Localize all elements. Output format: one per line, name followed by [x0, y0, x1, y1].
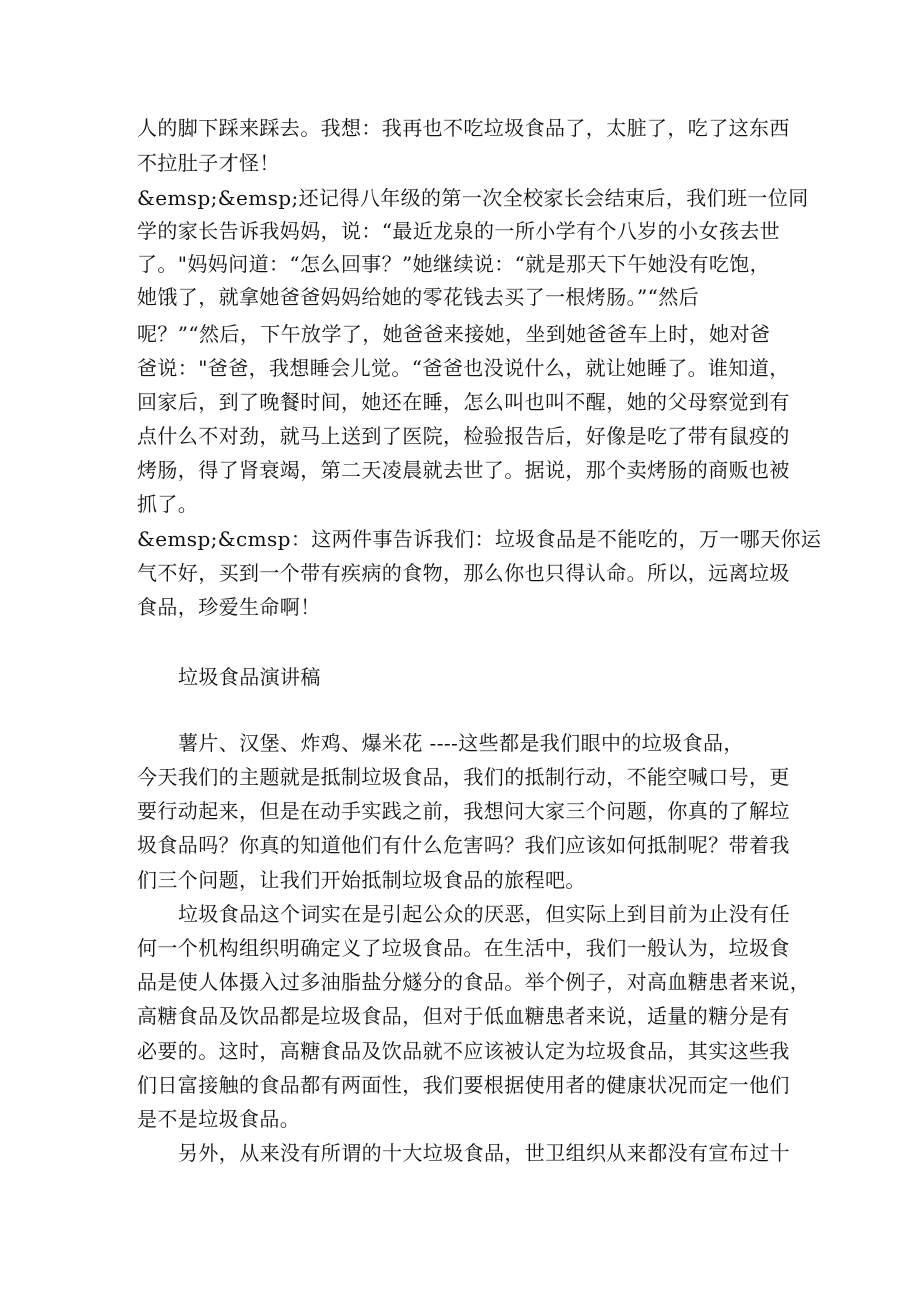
text-line: 不拉肚子才怪！ — [137, 151, 280, 175]
text-line: 人的脚下踩来踩去。我想：我再也不吃垃圾食品了，太脏了，吃了这东西 — [137, 116, 790, 140]
text-line: 是不是垃圾食品。 — [137, 1107, 301, 1131]
text-line: 点什么不对劲，就马上送到了医院，检验报告后，好像是吃了带有鼠疫的 — [137, 424, 790, 448]
text-line: 呢？”“然后，下午放学了，她爸爸来接她，坐到她爸爸车上时，她对爸 — [137, 322, 771, 346]
text-line: 垃圾食品这个词实在是引起公众的厌恶，但实际上到目前为止没有任 — [178, 902, 790, 926]
text-line: 品是使人体摄入过多油脂盐分燧分的食品。举个例子，对高血糖患者来说， — [137, 970, 811, 994]
text-line: 食品，珍爱生命啊！ — [137, 595, 321, 619]
text-line: &emsp;&emsp;还记得八年级的第一次全校家长会结束后，我们班一位同 — [137, 186, 809, 210]
text-line: 们三个问题，让我们开始抵制垃圾食品的旅程吧。 — [137, 868, 586, 892]
text-line: 气不好，买到一个带有疾病的食物，那么你也只得认命。所以，远离垃圾 — [137, 561, 790, 585]
text-line: 要行动起来，但是在动手实践之前，我想问大家三个问题，你真的了解垃 — [137, 799, 790, 823]
text-line: 今天我们的主题就是抵制垃圾食品，我们的抵制行动，不能空喊口号，更 — [137, 765, 790, 789]
text-line: 高糖食品及饮品都是垃圾食品，但对于低血糖患者来说，适量的糖分是有 — [137, 1004, 790, 1028]
text-line: 她饿了，就拿她爸爸妈妈给她的零花钱去买了一根烤肠。”“然后 — [137, 285, 700, 309]
text-line: 另外，从来没有所谓的十大垃圾食品，世卫组织从来都没有宣布过十 — [178, 1141, 790, 1165]
text-line: 们日富接触的食品都有两面性，我们要根据使用者的健康状况而定一他们 — [137, 1073, 790, 1097]
text-line: 学的家长告诉我妈妈，说：“最近龙泉的一所小学有个八岁的小女孩去世 — [137, 219, 781, 243]
text-line: 圾食品吗？你真的知道他们有什么危害吗？我们应该如何抵制呢？带着我 — [137, 833, 790, 857]
text-line: 抓了。 — [137, 492, 199, 516]
text-line: 必要的。这时，高糖食品及饮品就不应该被认定为垃圾食品，其实这些我 — [137, 1039, 790, 1063]
section-title: 垃圾食品演讲稿 — [178, 665, 321, 689]
text-line: 回家后，到了晚餐时间，她还在睡，怎么叫也叫不醒，她的父母察觉到有 — [137, 390, 790, 414]
text-line: 何一个机构组织明确定义了垃圾食品。在生活中，我们一般认为，垃圾食 — [137, 936, 790, 960]
text-line: &emsp;&cmsp：这两件事告诉我们：垃圾食品是不能吃的，万一哪天你运 — [137, 527, 822, 551]
text-line: 烤肠，得了肾衰竭，第二天凌晨就去世了。据说，那个卖烤肠的商贩也被 — [137, 458, 790, 482]
text-line: 了。"妈妈问道：“怎么回事？”她继续说：“就是那天下午她没有吃饱， — [137, 252, 771, 276]
text-line: 爸说："爸爸，我想睡会儿觉。“爸爸也没说什么，就让她睡了。谁知道， — [137, 356, 790, 380]
text-line: 薯片、汉堡、炸鸡、爆米花 ----这些都是我们眼中的垃圾食品， — [178, 731, 744, 755]
